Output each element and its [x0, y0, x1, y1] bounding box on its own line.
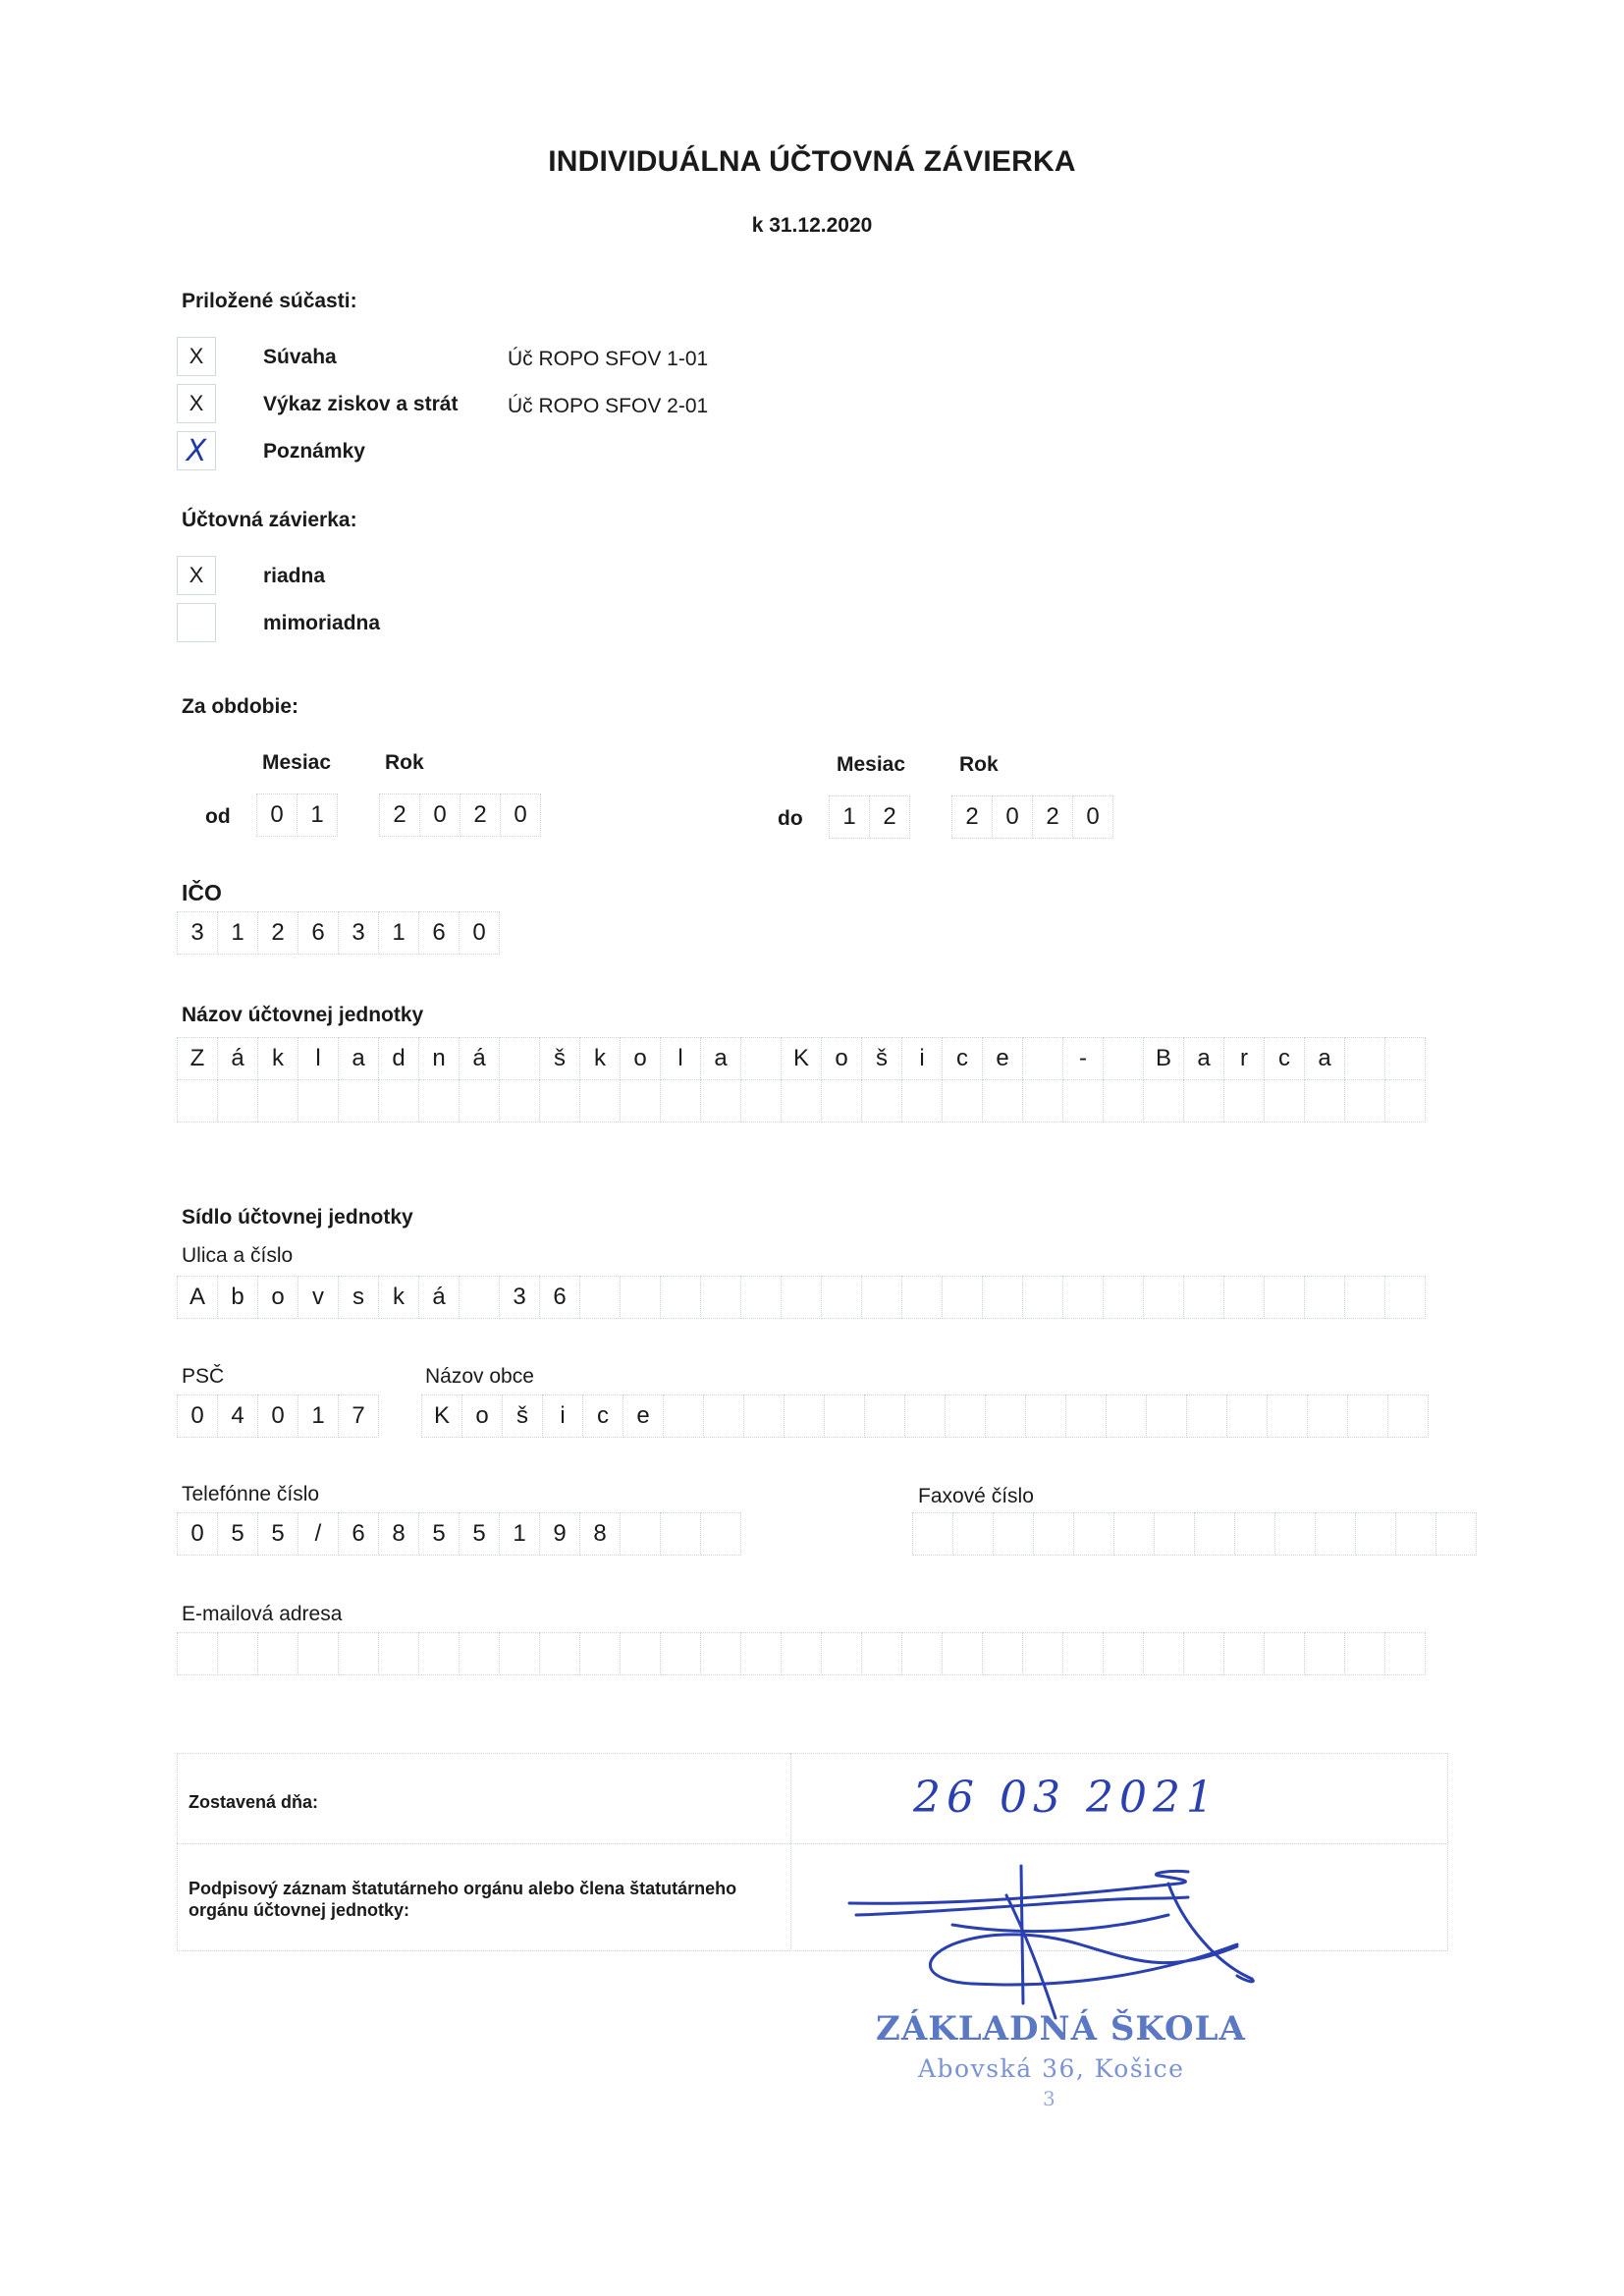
to-year-field[interactable]: [951, 795, 1112, 839]
char-cell: [499, 1079, 540, 1122]
char-cell: K: [421, 1394, 462, 1438]
char-cell: [1186, 1394, 1227, 1438]
char-cell: 7: [338, 1394, 379, 1438]
char-cell: [982, 1276, 1023, 1319]
char-cell: [1264, 1079, 1305, 1122]
char-cell: [743, 1394, 785, 1438]
char-cell: [459, 1079, 500, 1122]
char-cell: a: [1304, 1037, 1345, 1080]
digit-cell: 1: [297, 793, 338, 837]
char-cell: [1274, 1512, 1316, 1556]
char-cell: [499, 1037, 540, 1080]
closing-heading: Účtovná závierka:: [182, 509, 357, 531]
digit-cell: 2: [1032, 795, 1073, 839]
char-cell: c: [1264, 1037, 1305, 1080]
char-cell: l: [298, 1037, 339, 1080]
char-cell: [1103, 1079, 1144, 1122]
to-month-label: Mesiac: [837, 753, 906, 776]
char-cell: e: [982, 1037, 1023, 1080]
entity-name-label: Názov účtovnej jednotky: [182, 1004, 424, 1026]
char-cell: [1146, 1394, 1187, 1438]
char-cell: [821, 1632, 862, 1675]
char-cell: [824, 1394, 865, 1438]
from-year-label: Rok: [385, 751, 424, 774]
char-cell: [620, 1512, 661, 1556]
char-cell: 1: [499, 1512, 540, 1556]
char-cell: [1106, 1394, 1147, 1438]
street-field[interactable]: [177, 1276, 1425, 1319]
char-cell: [217, 1632, 258, 1675]
char-cell: [1065, 1394, 1107, 1438]
char-cell: [298, 1632, 339, 1675]
char-cell: [418, 1079, 460, 1122]
digit-cell: 2: [460, 793, 501, 837]
char-cell: [861, 1632, 902, 1675]
char-cell: B: [1143, 1037, 1184, 1080]
char-cell: [1384, 1037, 1426, 1080]
char-cell: 0: [459, 911, 500, 955]
char-cell: [1143, 1276, 1184, 1319]
closing-label-riadna: riadna: [263, 565, 326, 587]
char-cell: [539, 1632, 580, 1675]
char-cell: K: [781, 1037, 822, 1080]
char-cell: [1113, 1512, 1155, 1556]
char-cell: [942, 1632, 983, 1675]
to-month-field[interactable]: [829, 795, 909, 839]
char-cell: [663, 1394, 704, 1438]
char-cell: [459, 1276, 500, 1319]
char-cell: o: [821, 1037, 862, 1080]
char-cell: l: [660, 1037, 701, 1080]
char-cell: 5: [459, 1512, 500, 1556]
char-cell: [901, 1079, 943, 1122]
checkbox-suvaha[interactable]: X: [177, 337, 216, 376]
char-cell: [1194, 1512, 1235, 1556]
digit-cell: 0: [1072, 795, 1113, 839]
digit-cell: 0: [256, 793, 298, 837]
char-cell: /: [298, 1512, 339, 1556]
checkbox-mimoriadna[interactable]: [177, 603, 216, 642]
char-cell: š: [861, 1037, 902, 1080]
char-cell: o: [257, 1276, 298, 1319]
char-cell: [1062, 1276, 1104, 1319]
char-cell: [539, 1079, 580, 1122]
char-cell: [1355, 1512, 1396, 1556]
char-cell: [1234, 1512, 1275, 1556]
char-cell: 1: [378, 911, 419, 955]
checkbox-vykaz[interactable]: X: [177, 384, 216, 423]
fax-field[interactable]: [912, 1512, 1476, 1556]
component-label-poznamky: Poznámky: [263, 440, 365, 463]
char-cell: [1022, 1037, 1063, 1080]
char-cell: [781, 1079, 822, 1122]
zip-field[interactable]: [177, 1394, 378, 1438]
email-label: E-mailová adresa: [182, 1603, 343, 1625]
char-cell: [912, 1512, 953, 1556]
char-cell: Z: [177, 1037, 218, 1080]
char-cell: [740, 1632, 782, 1675]
digit-cell: 0: [992, 795, 1033, 839]
char-cell: [861, 1079, 902, 1122]
digit-cell: 2: [379, 793, 420, 837]
char-cell: [1264, 1632, 1305, 1675]
char-cell: 3: [177, 911, 218, 955]
char-cell: [901, 1276, 943, 1319]
char-cell: [904, 1394, 946, 1438]
to-label: do: [778, 807, 803, 830]
components-heading: Priložené súčasti:: [182, 290, 357, 312]
component-label-vykaz: Výkaz ziskov a strát: [263, 393, 459, 415]
char-cell: [1183, 1079, 1224, 1122]
char-cell: [1025, 1394, 1066, 1438]
char-cell: [217, 1079, 258, 1122]
char-cell: a: [338, 1037, 379, 1080]
char-cell: c: [582, 1394, 623, 1438]
char-cell: [700, 1512, 741, 1556]
phone-field[interactable]: [177, 1512, 740, 1556]
char-cell: 5: [418, 1512, 460, 1556]
char-cell: 1: [298, 1394, 339, 1438]
char-cell: 5: [217, 1512, 258, 1556]
char-cell: 0: [257, 1394, 298, 1438]
char-cell: [499, 1632, 540, 1675]
char-cell: [1315, 1512, 1356, 1556]
char-cell: [338, 1079, 379, 1122]
char-cell: [660, 1632, 701, 1675]
char-cell: k: [257, 1037, 298, 1080]
char-cell: [781, 1632, 822, 1675]
char-cell: 6: [298, 911, 339, 955]
char-cell: [740, 1079, 782, 1122]
char-cell: [1062, 1632, 1104, 1675]
char-cell: [1387, 1394, 1429, 1438]
char-cell: b: [217, 1276, 258, 1319]
component-code-suvaha: Úč ROPO SFOV 1-01: [508, 348, 709, 370]
signature-drawing: [844, 1856, 1267, 2033]
char-cell: [1435, 1512, 1477, 1556]
checkbox-riadna[interactable]: X: [177, 556, 216, 595]
char-cell: k: [579, 1037, 621, 1080]
char-cell: [1154, 1512, 1195, 1556]
char-cell: o: [461, 1394, 503, 1438]
char-cell: [1223, 1276, 1265, 1319]
digit-cell: 0: [500, 793, 541, 837]
char-cell: [177, 1632, 218, 1675]
char-cell: 3: [499, 1276, 540, 1319]
char-cell: [459, 1632, 500, 1675]
compiled-label: Zostavená dňa:: [189, 1792, 319, 1812]
char-cell: n: [418, 1037, 460, 1080]
char-cell: [1304, 1079, 1345, 1122]
char-cell: c: [942, 1037, 983, 1080]
char-cell: [418, 1632, 460, 1675]
char-cell: [942, 1276, 983, 1319]
char-cell: š: [502, 1394, 543, 1438]
city-field[interactable]: [421, 1394, 1428, 1438]
char-cell: 4: [217, 1394, 258, 1438]
document-title: INDIVIDUÁLNA ÚČTOVNÁ ZÁVIERKA: [548, 145, 1076, 178]
ico-field[interactable]: [177, 911, 499, 955]
char-cell: a: [1183, 1037, 1224, 1080]
char-cell: [1347, 1394, 1388, 1438]
char-cell: A: [177, 1276, 218, 1319]
char-cell: [1022, 1079, 1063, 1122]
address-heading: Sídlo účtovnej jednotky: [182, 1206, 413, 1229]
char-cell: r: [1223, 1037, 1265, 1080]
char-cell: [1384, 1632, 1426, 1675]
char-cell: [784, 1394, 825, 1438]
closing-label-mimoriadna: mimoriadna: [263, 612, 381, 634]
char-cell: [257, 1632, 298, 1675]
char-cell: [620, 1079, 661, 1122]
char-cell: [1344, 1276, 1385, 1319]
char-cell: 6: [418, 911, 460, 955]
char-cell: k: [378, 1276, 419, 1319]
char-cell: [1304, 1276, 1345, 1319]
char-cell: [1267, 1394, 1308, 1438]
char-cell: 6: [539, 1276, 580, 1319]
from-month-field[interactable]: [256, 793, 337, 837]
char-cell: [1183, 1276, 1224, 1319]
from-label: od: [205, 805, 231, 828]
char-cell: [700, 1632, 741, 1675]
char-cell: 2: [257, 911, 298, 955]
char-cell: s: [338, 1276, 379, 1319]
char-cell: [298, 1079, 339, 1122]
digit-cell: 1: [829, 795, 870, 839]
char-cell: [378, 1632, 419, 1675]
char-cell: [821, 1079, 862, 1122]
char-cell: [1223, 1632, 1265, 1675]
signature-label: Podpisový záznam štatutárneho orgánu alebo člena štatutárneho orgánu účtovnej jednotky:: [189, 1879, 737, 1920]
char-cell: [1384, 1079, 1426, 1122]
component-label-suvaha: Súvaha: [263, 346, 337, 368]
char-cell: [982, 1632, 1023, 1675]
char-cell: 9: [539, 1512, 580, 1556]
entity-name-field-row1[interactable]: [177, 1037, 1425, 1080]
char-cell: [700, 1079, 741, 1122]
document-date: k 31.12.2020: [751, 214, 873, 237]
char-cell: [861, 1276, 902, 1319]
char-cell: [1223, 1079, 1265, 1122]
char-cell: [1022, 1276, 1063, 1319]
fax-label: Faxové číslo: [918, 1485, 1034, 1507]
component-code-vykaz: Úč ROPO SFOV 2-01: [508, 395, 709, 417]
char-cell: [660, 1079, 701, 1122]
char-cell: 0: [177, 1394, 218, 1438]
char-cell: [1395, 1512, 1436, 1556]
zip-label: PSČ: [182, 1365, 225, 1388]
char-cell: [985, 1394, 1026, 1438]
char-cell: [1143, 1632, 1184, 1675]
char-cell: [740, 1276, 782, 1319]
from-year-field[interactable]: [379, 793, 540, 837]
char-cell: [620, 1276, 661, 1319]
char-cell: 3: [338, 911, 379, 955]
char-cell: [579, 1632, 621, 1675]
char-cell: [1143, 1079, 1184, 1122]
char-cell: o: [620, 1037, 661, 1080]
city-label: Názov obce: [425, 1365, 534, 1388]
char-cell: [1033, 1512, 1074, 1556]
char-cell: [1103, 1276, 1144, 1319]
char-cell: 8: [579, 1512, 621, 1556]
char-cell: [864, 1394, 905, 1438]
email-field[interactable]: [177, 1632, 1425, 1675]
char-cell: [942, 1079, 983, 1122]
char-cell: [1344, 1632, 1385, 1675]
char-cell: d: [378, 1037, 419, 1080]
stamp-line3: 3: [1043, 2087, 1056, 2110]
char-cell: á: [459, 1037, 500, 1080]
char-cell: [740, 1037, 782, 1080]
char-cell: [378, 1079, 419, 1122]
street-label: Ulica a číslo: [182, 1244, 294, 1267]
char-cell: [1226, 1394, 1268, 1438]
char-cell: [1384, 1276, 1426, 1319]
char-cell: [1022, 1632, 1063, 1675]
char-cell: i: [542, 1394, 583, 1438]
digit-cell: 2: [869, 795, 910, 839]
char-cell: [703, 1394, 744, 1438]
digit-cell: 2: [951, 795, 993, 839]
stamp-line2: Abovská 36, Košice: [918, 2054, 1185, 2083]
entity-name-field-row2[interactable]: [177, 1079, 1425, 1122]
char-cell: [1103, 1037, 1144, 1080]
char-cell: 5: [257, 1512, 298, 1556]
char-cell: [952, 1512, 994, 1556]
char-cell: i: [901, 1037, 943, 1080]
char-cell: [821, 1276, 862, 1319]
char-cell: [1304, 1632, 1345, 1675]
from-month-label: Mesiac: [262, 751, 332, 774]
char-cell: [1264, 1276, 1305, 1319]
ico-label: IČO: [182, 880, 222, 905]
char-cell: -: [1062, 1037, 1104, 1080]
char-cell: v: [298, 1276, 339, 1319]
char-cell: á: [217, 1037, 258, 1080]
char-cell: [1062, 1079, 1104, 1122]
char-cell: [579, 1276, 621, 1319]
char-cell: á: [418, 1276, 460, 1319]
period-heading: Za obdobie:: [182, 695, 298, 718]
char-cell: [993, 1512, 1034, 1556]
digit-cell: 0: [419, 793, 460, 837]
char-cell: [338, 1632, 379, 1675]
to-year-label: Rok: [959, 753, 999, 776]
char-cell: [620, 1632, 661, 1675]
char-cell: [1183, 1632, 1224, 1675]
stamp-line1: ZÁKLADNÁ ŠKOLA: [876, 2009, 1246, 2049]
char-cell: [1344, 1079, 1385, 1122]
compiled-date-handwritten[interactable]: 26 03 2021: [913, 1773, 1219, 1823]
char-cell: [781, 1276, 822, 1319]
char-cell: š: [539, 1037, 580, 1080]
char-cell: 8: [378, 1512, 419, 1556]
char-cell: [700, 1276, 741, 1319]
char-cell: 6: [338, 1512, 379, 1556]
checkbox-poznamky[interactable]: X: [177, 431, 216, 470]
char-cell: e: [623, 1394, 664, 1438]
char-cell: [982, 1079, 1023, 1122]
char-cell: [1103, 1632, 1144, 1675]
char-cell: [579, 1079, 621, 1122]
char-cell: [945, 1394, 986, 1438]
char-cell: [257, 1079, 298, 1122]
char-cell: [1073, 1512, 1114, 1556]
char-cell: [177, 1079, 218, 1122]
char-cell: [660, 1276, 701, 1319]
char-cell: [1344, 1037, 1385, 1080]
char-cell: 1: [217, 911, 258, 955]
char-cell: [1307, 1394, 1348, 1438]
signature-box-divider-horizontal: [177, 1843, 1446, 1844]
char-cell: 0: [177, 1512, 218, 1556]
char-cell: [901, 1632, 943, 1675]
char-cell: a: [700, 1037, 741, 1080]
char-cell: [660, 1512, 701, 1556]
phone-label: Telefónne číslo: [182, 1483, 320, 1505]
